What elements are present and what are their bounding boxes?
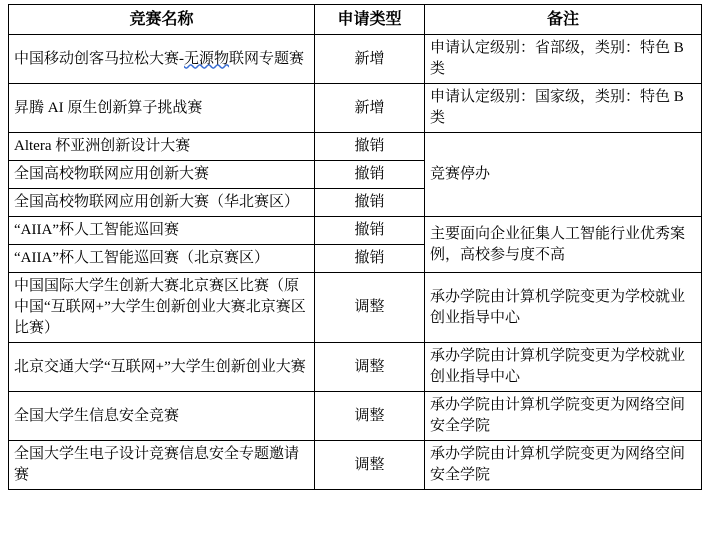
application-type-cell: 撤销 <box>315 133 425 161</box>
table-body <box>9 35 702 490</box>
application-type-cell: 调整 <box>315 273 425 343</box>
table-row <box>9 273 702 343</box>
competition-name-cell: 全国高校物联网应用创新大赛（华北赛区） <box>9 189 315 217</box>
application-type-cell: 撤销 <box>315 245 425 273</box>
table-row <box>9 133 702 161</box>
table-row <box>9 441 702 490</box>
column-header-remark: 备注 <box>425 5 702 35</box>
application-type-cell: 撤销 <box>315 189 425 217</box>
competition-name-cell: 全国大学生信息安全竞赛 <box>9 392 315 441</box>
competition-name-cell: 全国大学生电子设计竞赛信息安全专题邀请赛 <box>9 441 315 490</box>
application-type-cell: 新增 <box>315 84 425 133</box>
competition-name-cell: 全国高校物联网应用创新大赛 <box>9 161 315 189</box>
application-type-cell: 调整 <box>315 343 425 392</box>
application-type-cell: 新增 <box>315 35 425 84</box>
column-header-name: 竞赛名称 <box>9 5 315 35</box>
remark-cell: 主要面向企业征集人工智能行业优秀案例，高校参与度不高 <box>425 217 702 273</box>
competition-name-cell: “AIIA”杯人工智能巡回赛 <box>9 217 315 245</box>
remark-cell: 承办学院由计算机学院变更为网络空间安全学院 <box>425 392 702 441</box>
table-row <box>9 217 702 245</box>
competition-name-cell: Altera 杯亚洲创新设计大赛 <box>9 133 315 161</box>
application-type-cell: 撤销 <box>315 161 425 189</box>
table-row <box>9 392 702 441</box>
application-type-cell: 撤销 <box>315 217 425 245</box>
application-type-cell: 调整 <box>315 392 425 441</box>
table-header-row <box>9 5 702 35</box>
document-page <box>0 4 709 552</box>
table-row <box>9 84 702 133</box>
competition-name-cell: “AIIA”杯人工智能巡回赛（北京赛区） <box>9 245 315 273</box>
remark-cell: 承办学院由计算机学院变更为网络空间安全学院 <box>425 441 702 490</box>
competition-table <box>8 4 702 490</box>
remark-cell: 申请认定级别：省部级，类别：特色 B 类 <box>425 35 702 84</box>
remark-cell: 申请认定级别：国家级，类别：特色 B 类 <box>425 84 702 133</box>
competition-name-cell: 昇腾 AI 原生创新算子挑战赛 <box>9 84 315 133</box>
competition-name-cell: 北京交通大学“互联网+”大学生创新创业大赛 <box>9 343 315 392</box>
table-row <box>9 343 702 392</box>
remark-cell: 承办学院由计算机学院变更为学校就业创业指导中心 <box>425 343 702 392</box>
wavy-underline-text: 无源物 <box>184 50 230 67</box>
competition-name-cell: 中国移动创客马拉松大赛-无源物联网专题赛 <box>9 35 315 84</box>
column-header-type: 申请类型 <box>315 5 425 35</box>
competition-name-cell: 中国国际大学生创新大赛北京赛区比赛（原中国“互联网+”大学生创新创业大赛北京赛区比赛） <box>9 273 315 343</box>
remark-cell: 承办学院由计算机学院变更为学校就业创业指导中心 <box>425 273 702 343</box>
table-row <box>9 35 702 84</box>
remark-cell: 竞赛停办 <box>425 133 702 217</box>
application-type-cell: 调整 <box>315 441 425 490</box>
